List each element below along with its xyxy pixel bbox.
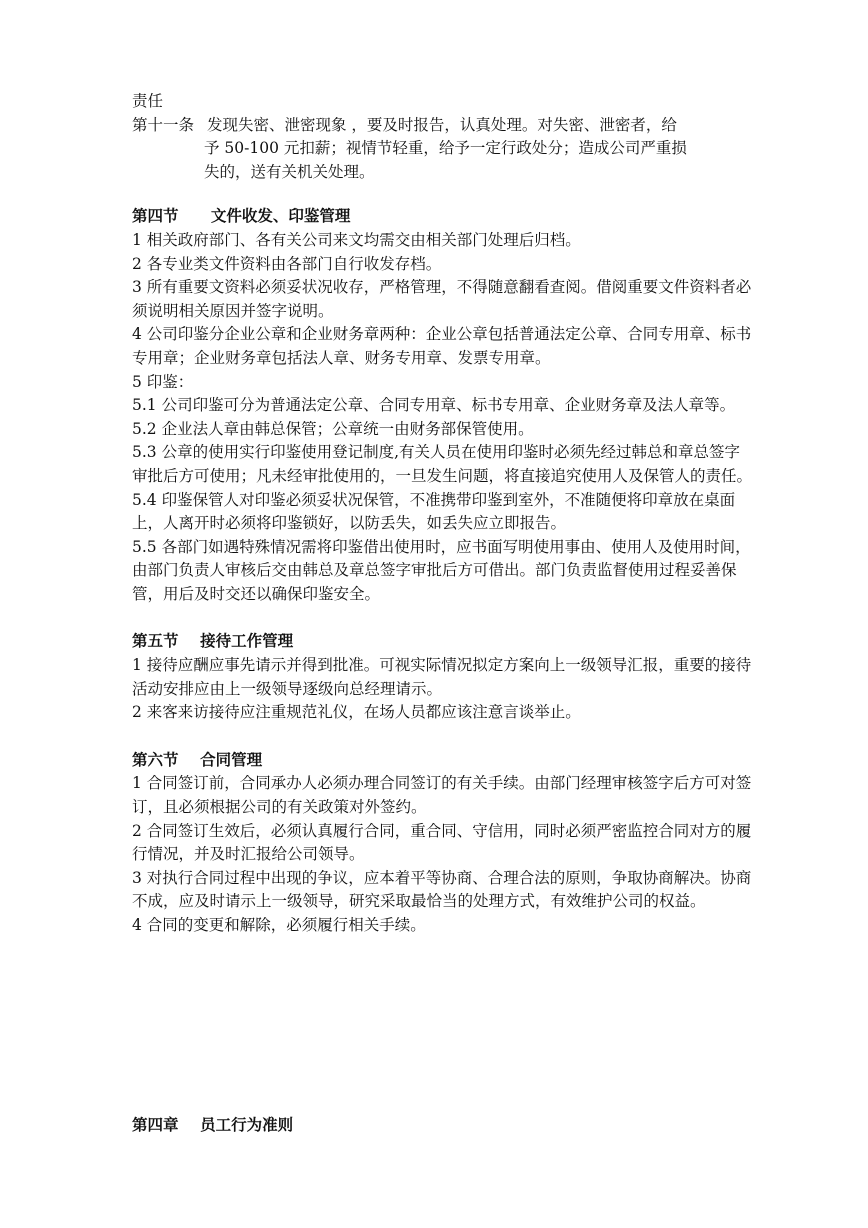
paragraph: 1 相关政府部门、各有关公司来文均需交由相关部门处理后归档。 (132, 230, 581, 249)
section-4-body (132, 229, 752, 607)
chapter-title: 第四章 员工行为准则 (132, 1116, 294, 1134)
paragraph: 4 合同的变更和解除，必须履行相关手续。 (132, 916, 426, 934)
article-line: 予 50-100 元扣薪；视情节轻重，给予一定行政处分；造成公司严重损 (204, 139, 687, 158)
paragraph: 3 对执行合同过程中出现的争议，应本着平等协商、合理合法的原则，争取协商解决。协商不成，应及时请示上一级领导，研究采取最恰当的处理方式，有效维护公司的权益。 (132, 868, 752, 911)
paragraph: 1 接待应酬应事先请示并得到批准。可视实际情况拟定方案向上一级领导汇报，重要的接待活动安排应由上一级领导逐级向总经理请示。 (132, 656, 752, 698)
paragraph: 2 合同签订生效后，必须认真履行合同，重合同、守信用，同时必须严密监控合同对方的履行情况，并及时汇报给公司领导。 (132, 821, 752, 864)
paragraph: 2 来客来访接待应注重规范礼仪，在场人员都应该注意言谈举止。 (132, 703, 581, 722)
section-title: 第六节 合同管理 (132, 750, 263, 769)
article-line: 失的，送有关机关处理。 (204, 162, 375, 181)
article-line: 发现失密、泄密现象 ，要及时报告，认真处理。对失密、泄密者，给 (206, 115, 677, 134)
section-title: 第五节 接待工作管理 (132, 632, 294, 651)
paragraph: 5 印鉴： (132, 372, 194, 391)
continued-text: 责任 (132, 92, 164, 110)
paragraph: 2 各专业类文件资料由各部门自行收发存档。 (132, 254, 442, 273)
paragraph: 5.1 公司印鉴可分为普通法定公章、合同专用章、标书专用章、企业财务章及法人章等。 (132, 396, 736, 415)
paragraph: 5.3 公章的使用实行印鉴使用登记制度,有关人员在使用印鉴时必须先经过韩总和章总签字审批后方可使用；凡未经审批使用的，一旦发生问题，将直接追究使用人及保管人的责任。 (132, 443, 753, 485)
paragraph: 5.4 印鉴保管人对印鉴必须妥状况保管，不准携带印鉴到室外，不准随便将印章放在桌面上，人离开时必须将印鉴锁好，以防丢失，如丢失应立即报告。 (132, 490, 736, 533)
section-5-body (132, 654, 752, 725)
paragraph: 3 所有重要文资料必须妥状况收存，严格管理，不得随意翻看查阅。借阅重要文件资料者必须说明相关原因并签字说明。 (132, 278, 752, 320)
article-number: 第十一条 (132, 115, 195, 134)
paragraph: 5.5 各部门如遇特殊情况需将印鉴借出使用时，应书面写明使用事由、使用人及使用时间，由部门负责人审核后交由韩总及章总签字审批后方可借出。部门负责监督使用过程妥善保管，用后及时交还以确保印鉴安全。 (132, 537, 751, 603)
paragraph: 4 公司印鉴分企业公章和企业财务章两种：企业公章包括普通法定公章、合同专用章、标书专用章；企业财务章包括法人章、财务专用章、发票专用章。 (132, 325, 752, 367)
paragraph: 1 合同签订前，合同承办人必须办理合同签订的有关手续。由部门经理审核签字后方可对签订，且必须根据公司的有关政策对外签约。 (132, 774, 752, 817)
article-11 (132, 114, 752, 185)
paragraph: 5.2 企业法人章由韩总保管；公章统一由财务部保管使用。 (132, 419, 534, 438)
document-page (132, 90, 752, 938)
section-title: 第四节 文件收发、印鉴管理 (132, 207, 351, 226)
section-6-body (132, 772, 752, 937)
